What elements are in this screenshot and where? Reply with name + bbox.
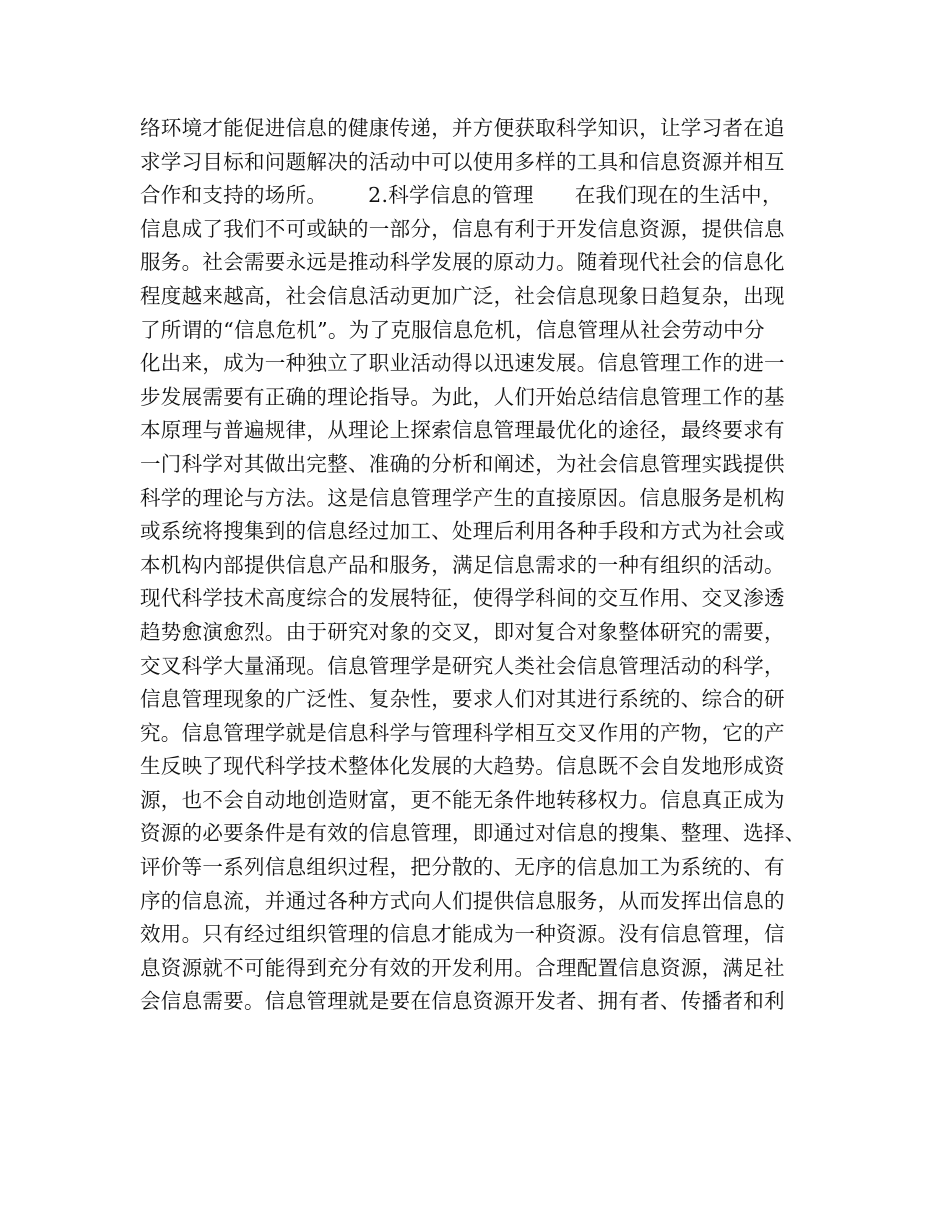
text-line: 交叉科学大量涌现。信息管理学是研究人类社会信息管理活动的科学，: [140, 653, 785, 678]
text-line: 现代科学技术高度综合的发展特征，使得学科间的交互作用、交叉渗透: [140, 586, 785, 611]
text-line: 资源的必要条件是有效的信息管理，即通过对信息的搜集、整理、选择、: [140, 821, 806, 846]
text-line: 一门科学对其做出完整、准确的分析和阐述，为社会信息管理实践提供: [140, 451, 785, 476]
text-line: 程度越来越高，社会信息活动更加广泛，社会信息现象日趋复杂，出现: [140, 283, 785, 308]
text-line: 科学的理论与方法。这是信息管理学产生的直接原因。信息服务是机构: [140, 485, 785, 510]
text-line: 化出来，成为一种独立了职业活动得以迅速发展。信息管理工作的进一: [140, 351, 785, 376]
text-line: 合作和支持的场所。 2.科学信息的管理 在我们现在的生活中，: [140, 183, 783, 208]
text-line: 本机构内部提供信息产品和服务，满足信息需求的一种有组织的活动。: [140, 552, 785, 577]
text-line: 本原理与普遍规律，从理论上探索信息管理最优化的途径，最终要求有: [140, 418, 785, 443]
text-line: 信息成了我们不可或缺的一部分，信息有利于开发信息资源，提供信息: [140, 216, 785, 241]
text-line: 络环境才能促进信息的健康传递，并方便获取科学知识，让学习者在追: [140, 116, 785, 140]
text-line: 或系统将搜集到的信息经过加工、处理后利用各种手段和方式为社会或: [140, 519, 785, 544]
text-line: 源，也不会自动地创造财富，更不能无条件地转移权力。信息真正成为: [140, 787, 785, 812]
text-line: 趋势愈演愈烈。由于研究对象的交叉，即对复合对象整体研究的需要，: [140, 619, 785, 644]
text-line: 究。信息管理学就是信息科学与管理科学相互交叉作用的产物，它的产: [140, 720, 785, 745]
body-text: [140, 112, 820, 1019]
text-line: 步发展需要有正确的理论指导。为此，人们开始总结信息管理工作的基: [140, 384, 785, 409]
text-line: 序的信息流，并通过各种方式向人们提供信息服务，从而发挥出信息的: [140, 888, 785, 913]
text-line: 会信息需要。信息管理就是要在信息资源开发者、拥有者、传播者和利: [140, 989, 785, 1014]
text-line: 评价等一系列信息组织过程，把分散的、无序的信息加工为系统的、有: [140, 855, 785, 880]
text-line: 服务。社会需要永远是推动科学发展的原动力。随着现代社会的信息化: [140, 250, 785, 275]
text-line: 了所谓的“信息危机”。为了克服信息危机，信息管理从社会劳动中分: [140, 317, 765, 342]
text-line: 息资源就不可能得到充分有效的开发利用。合理配置信息资源，满足社: [140, 955, 785, 980]
text-line: 求学习目标和问题解决的活动中可以使用多样的工具和信息资源并相互: [140, 149, 785, 174]
text-line: 生反映了现代科学技术整体化发展的大趋势。信息既不会自发地形成资: [140, 754, 785, 779]
text-line: 信息管理现象的广泛性、复杂性，要求人们对其进行系统的、综合的研: [140, 687, 785, 712]
text-line: 效用。只有经过组织管理的信息才能成为一种资源。没有信息管理，信: [140, 922, 785, 947]
